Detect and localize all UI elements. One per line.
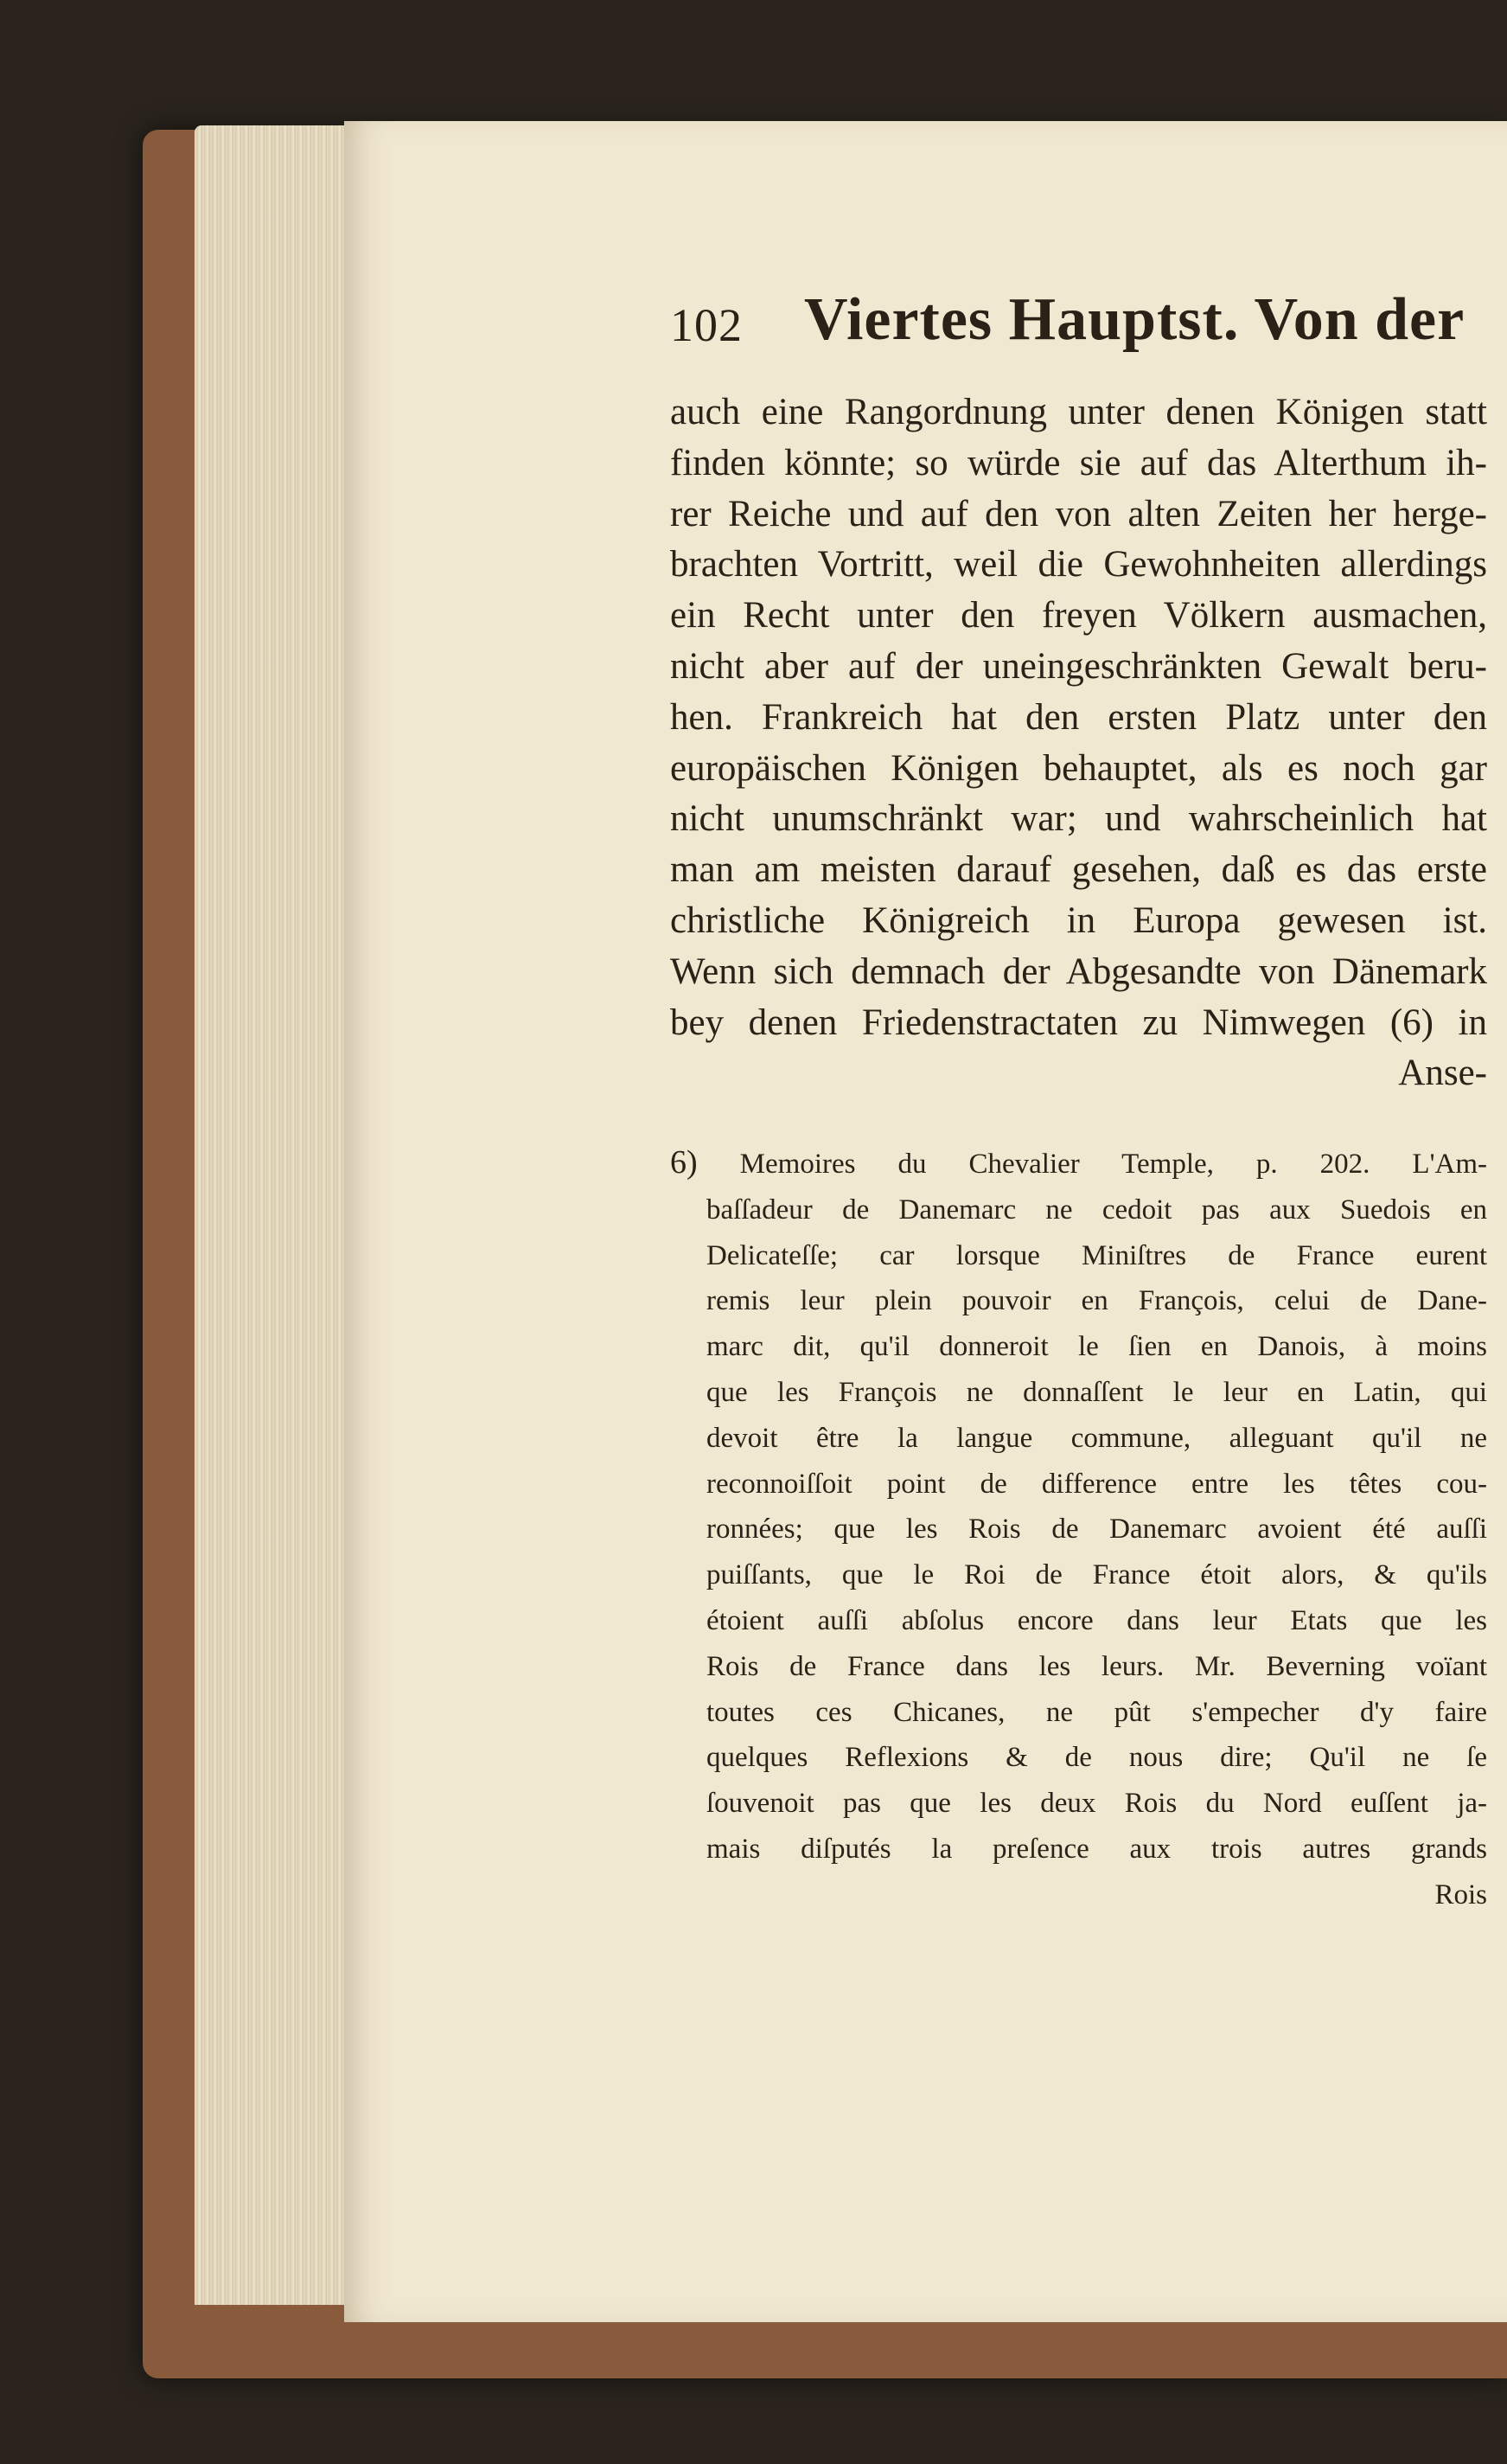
text-line: Wenn sich demnach der Abgesandte von Dänemark [670, 950, 1487, 992]
text-line: bey denen Friedenstractaten zu Nimwegen (6) in [670, 1002, 1487, 1043]
page-text-area [670, 0, 1507, 2076]
footnote-line: quelques Reflexions & de nous dire; Qu'il ne ſe [706, 1742, 1487, 1774]
footnote-line: toutes ces Chicanes, ne pût s'empecher d'y faire [706, 1696, 1487, 1728]
footnote-line [670, 1140, 1487, 1187]
text-line: auch eine Rangordnung unter denen Königen statt [670, 392, 1487, 432]
footnote-first-line-text: Memoires du Chevalier Temple, p. 202. L'Am- [739, 1149, 1487, 1180]
text-line: christliche Königreich in Europa gewesen ist. [670, 899, 1487, 941]
footnote-line: mais diſputés la preſence aux trois autres grands [706, 1833, 1487, 1865]
text-line: man am meisten darauf gesehen, daß es das erste [670, 849, 1487, 891]
main-text [670, 387, 1487, 1099]
running-head: Viertes Hauptst. Von der [804, 286, 1465, 353]
text-line: hen. Frankreich hat den ersten Platz unter den [670, 696, 1487, 738]
text-line: rer Reiche und auf den von alten Zeiten her herge- [670, 493, 1487, 534]
footnote-catchword: Rois [1434, 1878, 1487, 1910]
footnote-line: étoient auſſi abſolus encore dans leur Etats que les [706, 1604, 1487, 1636]
footnote-line: puiſſants, que le Roi de France étoit alors, & qu'ils [706, 1559, 1487, 1591]
footnote-line: remis leur plein pouvoir en François, celui de Dane- [706, 1285, 1487, 1317]
footnote-line: que les François ne donnaſſent le leur en Latin, qui [706, 1376, 1487, 1408]
footnote-line: baſſadeur de Danemarc ne cedoit pas aux Suedois en [706, 1194, 1487, 1226]
text-line: europäischen Königen behauptet, als es noch gar [670, 747, 1487, 789]
footnote-line: ſouvenoit pas que les deux Rois du Nord euſſent ja- [706, 1788, 1487, 1820]
text-line: ein Recht unter den freyen Völkern ausmachen, [670, 595, 1487, 637]
footnote [670, 1140, 1487, 1918]
text-line: nicht unumschränkt war; und wahrscheinlich hat [670, 798, 1487, 840]
text-line: nicht aber auf der uneingeschränkten Gewalt beru- [670, 645, 1487, 687]
footnote-line: devoit être la langue commune, alleguant qu'il ne [706, 1422, 1487, 1454]
footnote-line: Rois de France dans les leurs. Mr. Beverning voïant [706, 1650, 1487, 1682]
footnote-line: Delicateſſe; car lorsque Miniſtres de France eurent [706, 1239, 1487, 1271]
footnote-line: marc dit, qu'il donneroit le ſien en Danois, à moins [706, 1331, 1487, 1363]
text-line: brachten Vortritt, weil die Gewohnheiten allerdings [670, 544, 1487, 586]
footnote-line: reconnoiſſoit point de difference entre les têtes cou- [706, 1468, 1487, 1500]
footnote-marker: 6) [670, 1144, 698, 1181]
page-edges [195, 125, 348, 2305]
footnote-line: ronnées; que les Rois de Danemarc avoient été auſſi [706, 1514, 1487, 1546]
page-number: 102 [670, 299, 743, 351]
catchword: Anse- [1398, 1053, 1487, 1094]
text-line: finden könnte; so würde sie auf das Alterthum ih- [670, 442, 1487, 483]
